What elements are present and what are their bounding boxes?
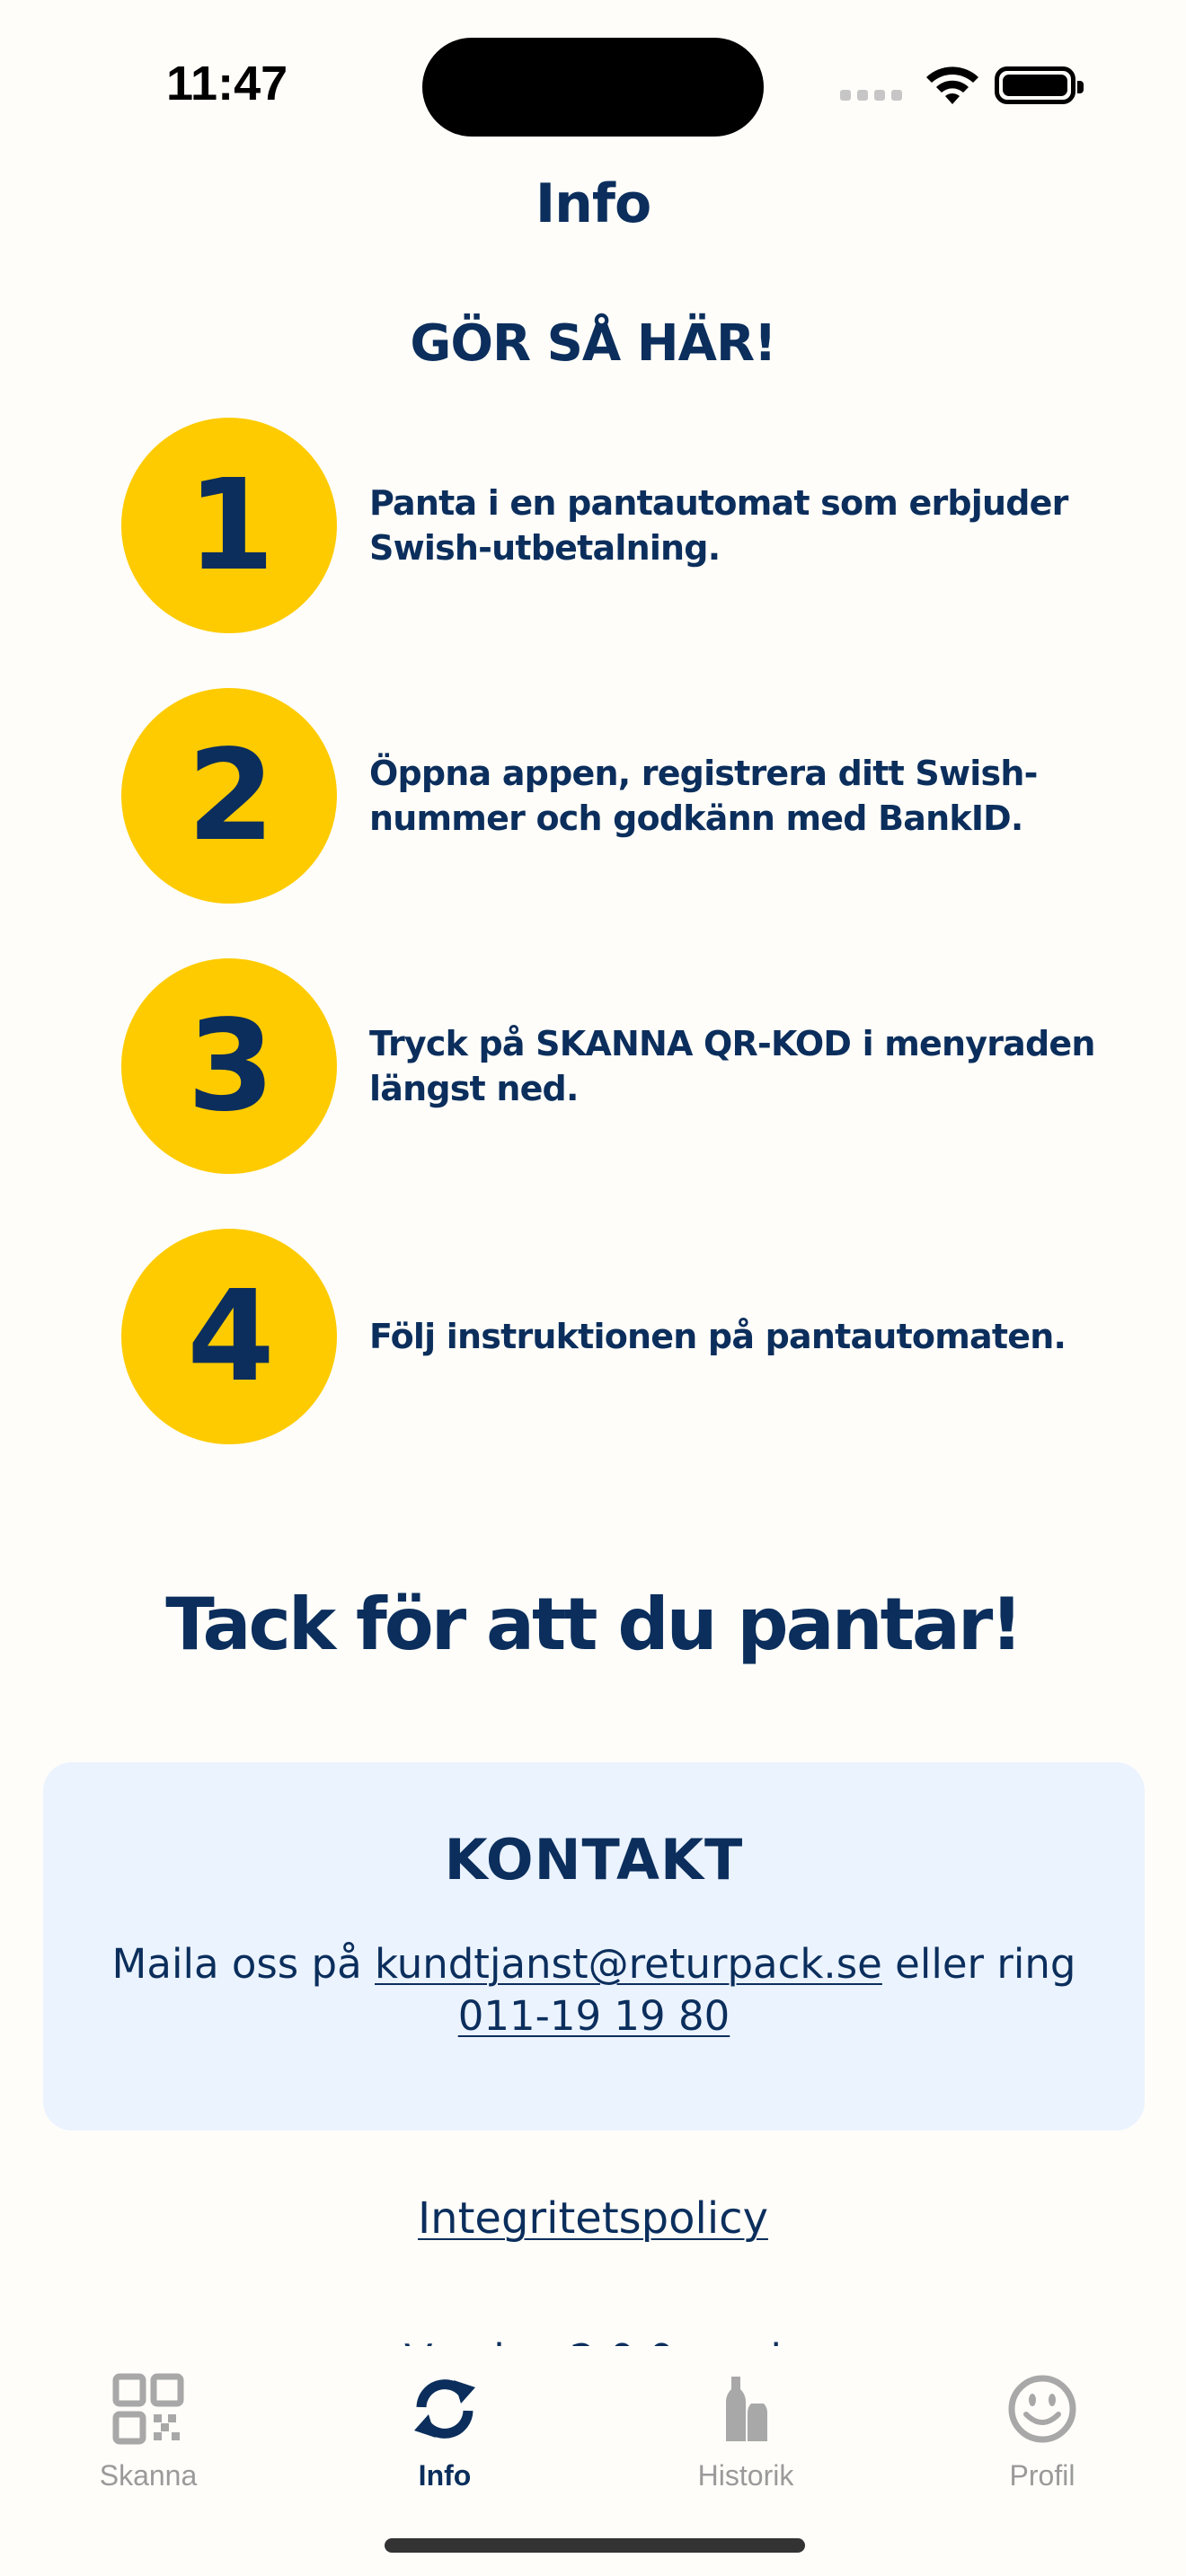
- smiley-icon: [1006, 2373, 1078, 2445]
- qr-code-icon: [112, 2373, 184, 2445]
- tab-label: Info: [418, 2459, 472, 2492]
- bottles-icon: [710, 2373, 782, 2445]
- email-link[interactable]: kundtjanst@returpack.se: [375, 1940, 882, 1988]
- tab-info[interactable]: [346, 2373, 544, 2508]
- step-text: Öppna appen, registrera ditt Swish-nummer och godkänn med BankID.: [369, 754, 1038, 838]
- home-indicator[interactable]: [385, 2538, 805, 2553]
- tab-label: Profil: [1009, 2459, 1075, 2492]
- privacy-policy-label[interactable]: Integritetspolicy: [418, 2193, 768, 2244]
- step-4: [121, 1229, 1110, 1444]
- contact-title: KONTAKT: [444, 1827, 744, 1892]
- step-text: Tryck på SKANNA QR-KOD i menyraden längst ned.: [369, 1024, 1095, 1108]
- step-2: [121, 688, 1110, 904]
- step-number-badge: 1: [121, 418, 337, 633]
- tab-skanna[interactable]: [49, 2373, 247, 2508]
- cellular-icon: [840, 90, 903, 102]
- contact-prefix: Maila oss på: [111, 1940, 376, 1988]
- contact-card: [43, 1762, 1145, 2130]
- step-number-badge: 3: [121, 958, 337, 1174]
- tab-profil[interactable]: [943, 2373, 1141, 2508]
- battery-icon: [995, 66, 1075, 104]
- step-text: Följ instruktionen på pantautomaten.: [369, 1317, 1067, 1356]
- tab-historik[interactable]: [647, 2373, 845, 2508]
- status-time: 11:47: [166, 57, 288, 110]
- refresh-arrows-icon: [409, 2373, 481, 2445]
- phone-link[interactable]: 011-19 19 80: [457, 1992, 730, 2040]
- contact-text: [79, 1938, 1109, 2042]
- step-number-badge: 4: [121, 1229, 337, 1444]
- contact-middle: eller ring: [881, 1940, 1076, 1988]
- thanks-message: Tack för att du pantar!: [165, 1583, 1021, 1666]
- tab-label: Skanna: [99, 2459, 198, 2492]
- privacy-policy-link[interactable]: [0, 2193, 1186, 2244]
- step-3: [121, 958, 1110, 1174]
- howto-title: GÖR SÅ HÄR!: [410, 314, 776, 373]
- step-text: Panta i en pantautomat som erbjuder Swish-utbetalning.: [369, 483, 1068, 568]
- step-1: [121, 418, 1110, 633]
- page-title: Info: [535, 172, 651, 235]
- step-number-badge: 2: [121, 688, 337, 904]
- wifi-icon: [921, 63, 984, 108]
- tab-label: Historik: [697, 2459, 794, 2492]
- dynamic-island: [422, 38, 764, 137]
